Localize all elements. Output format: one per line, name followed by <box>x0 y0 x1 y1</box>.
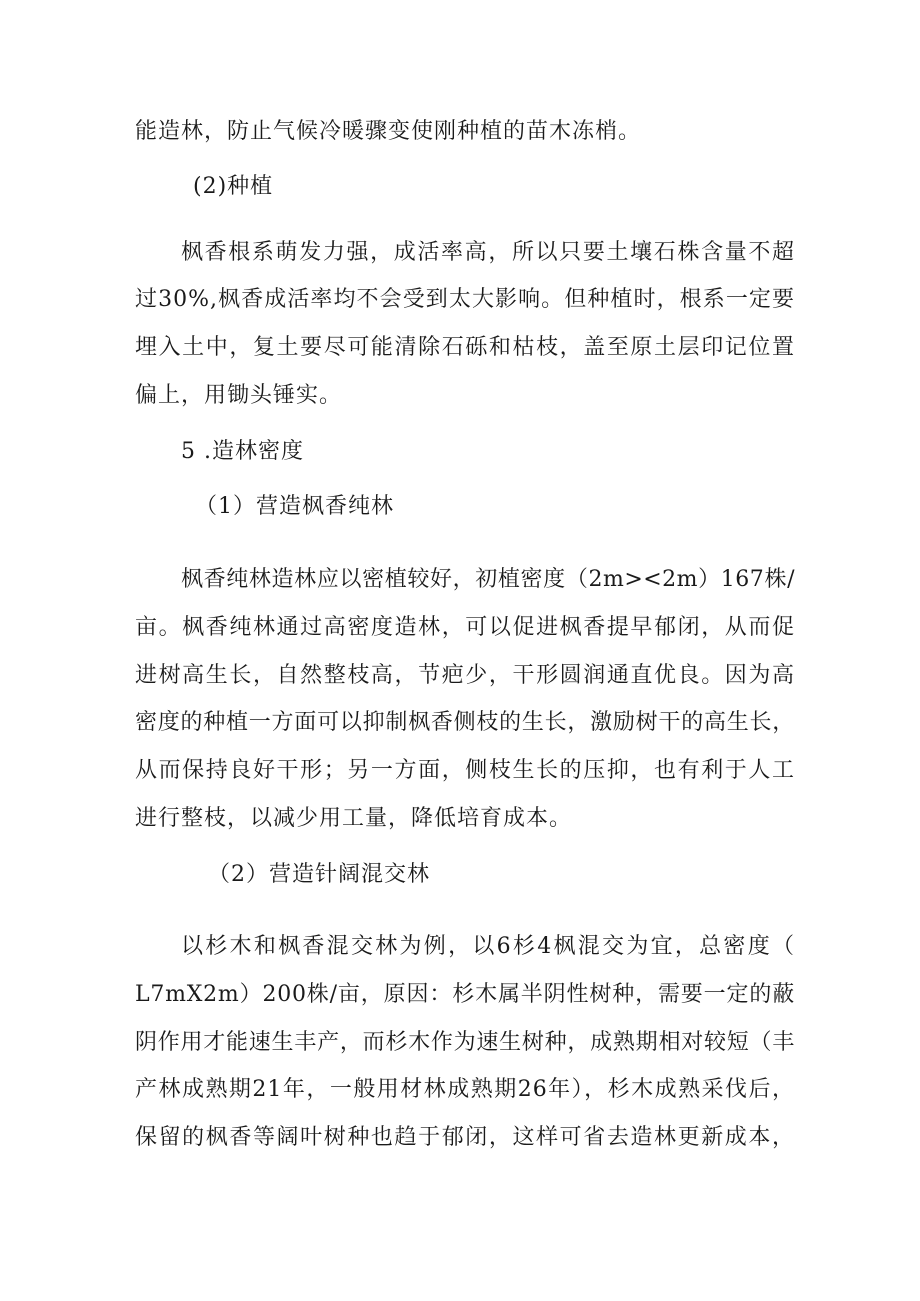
paragraph-line: 枫香根系萌发力强，成活率高，所以只要土壤石株含量不超 <box>181 240 795 265</box>
paragraph-line: 产林成熟期21年，一般用材林成熟期26年），杉木成熟采伐后， <box>135 1077 795 1102</box>
section-heading-planting: (2)种植 <box>193 174 274 199</box>
paragraph-line: 阴作用才能速生丰产，而杉木作为速生树种，成熟期相对较短（丰 <box>135 1030 795 1055</box>
paragraph-line: 以杉木和枫香混交林为例，以6杉4枫混交为宜，总密度（ <box>181 934 795 959</box>
section-heading-density: 5 .造林密度 <box>181 439 304 464</box>
paragraph-line: 密度的种植一方面可以抑制枫香侧枝的生长，激励树干的高生长， <box>135 710 795 735</box>
paragraph-line: 亩。枫香纯林通过高密度造林，可以促进枫香提早郁闭，从而促 <box>135 615 795 640</box>
paragraph-line: 进树高生长，自然整枝高，节疤少，干形圆润通直优良。因为高 <box>135 663 795 688</box>
paragraph-line: 埋入土中，复土要尽可能清除石砾和枯枝，盖至原土层印记位置 <box>135 335 795 360</box>
subsection-heading-mixed-forest: （2）营造针阔混交林 <box>208 862 430 887</box>
subsection-heading-pure-forest: （1）营造枫香纯林 <box>195 494 394 519</box>
paragraph-line: 保留的枫香等阔叶树种也趋于郁闭，这样可省去造林更新成本， <box>135 1125 795 1150</box>
paragraph-line: 进行整枝，以减少用工量，降低培育成本。 <box>135 806 573 831</box>
paragraph-line: 过30%,枫香成活率均不会受到太大影响。但种植时，根系一定要 <box>135 287 795 312</box>
paragraph-line: 能造林，防止气候冷暖骤变使刚种植的苗木冻梢。 <box>135 119 642 144</box>
paragraph-line: 枫香纯林造林应以密植较好，初植密度（2m><2m）167株/ <box>181 567 795 592</box>
paragraph-line: 偏上，用锄头锤实。 <box>135 383 343 408</box>
paragraph-line: 从而保持良好干形；另一方面，侧枝生长的压抑，也有利于人工 <box>135 758 795 783</box>
paragraph-line: L7mX2m）200株/亩，原因：杉木属半阴性树种，需要一定的蔽 <box>135 982 795 1007</box>
